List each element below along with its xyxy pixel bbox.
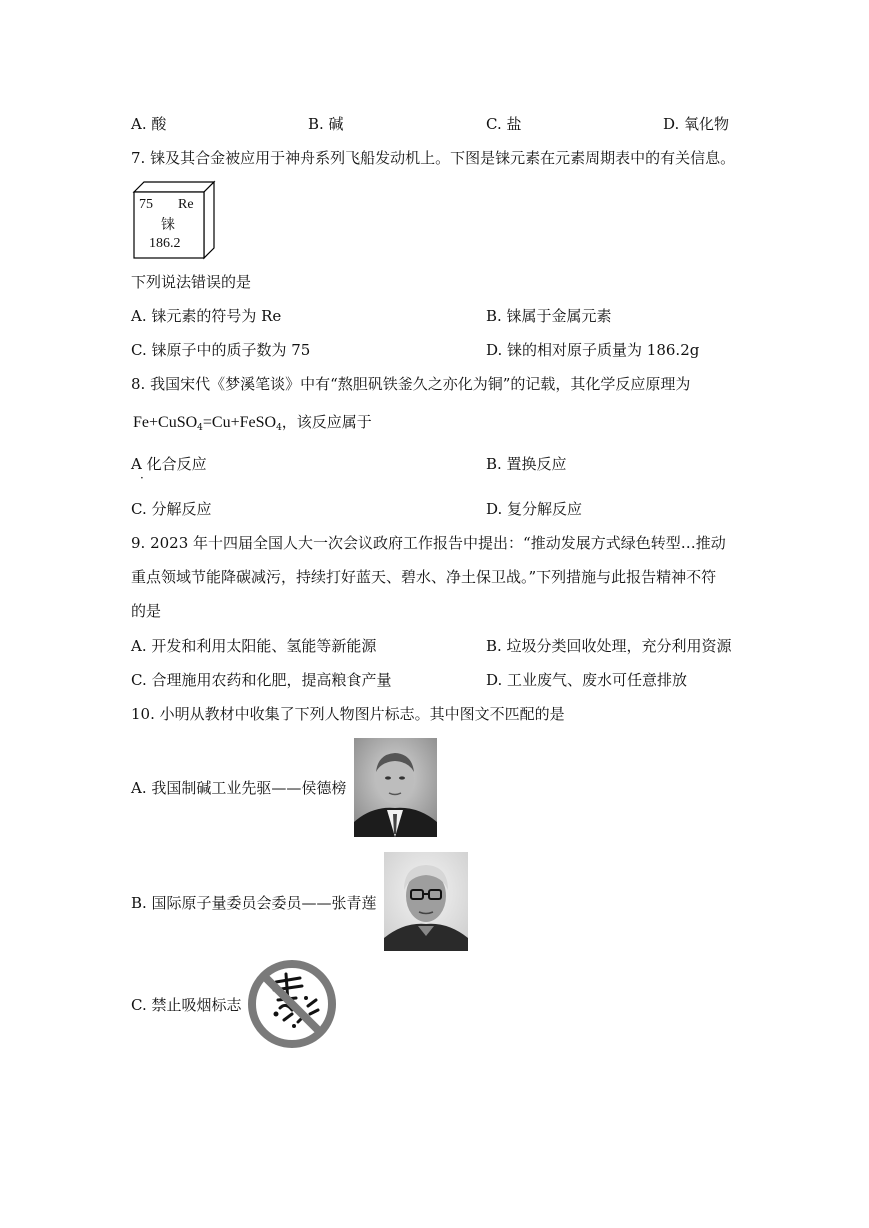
q9-option-d: D. 工业废气、废水可任意排放 xyxy=(486,671,688,689)
q7-option-d: D. 铼的相对原子质量为 186.2g xyxy=(486,341,700,359)
q9-line-3: 的是 xyxy=(131,602,162,620)
q7-option-a: A. 铼元素的符号为 Re xyxy=(131,307,282,325)
formula-sub-1: 4 xyxy=(197,423,203,433)
q9-option-c: C. 合理施用农药和化肥，提高粮食产量 xyxy=(131,671,392,689)
q8-option-a-dot: · xyxy=(140,471,144,485)
q8-option-b: B. 置换反应 xyxy=(486,455,567,473)
element-atomic-number: 75 xyxy=(139,197,153,212)
formula-part-1: Fe+CuSO xyxy=(133,414,198,431)
formula-part-2: =Cu+FeSO xyxy=(202,414,277,431)
formula-tail: ，该反应属于 xyxy=(281,413,372,431)
q10-option-b: B. 国际原子量委员会委员——张青莲 xyxy=(131,894,377,912)
q7-stem: 7. 铼及其合金被应用于神舟系列飞船发动机上。下图是铼元素在元素周期表中的有关信息。 xyxy=(131,149,736,167)
q7-option-b: B. 铼属于金属元素 xyxy=(486,307,612,325)
q9-line-1: 9. 2023 年十四届全国人大一次会议政府工作报告中提出：“推动发展方式绿色转型…推动 xyxy=(131,534,726,552)
q8-option-c: C. 分解反应 xyxy=(131,500,212,518)
q10-option-a: A. 我国制碱工业先驱——侯德榜 xyxy=(131,779,347,797)
element-symbol: Re xyxy=(178,197,194,212)
portrait-hou-debang xyxy=(354,738,437,837)
q7-option-c: C. 铼原子中的质子数为 75 xyxy=(131,341,311,359)
q6-option-d: D. 氧化物 xyxy=(663,115,730,133)
q6-option-b: B. 碱 xyxy=(308,115,344,133)
q8-formula xyxy=(133,411,372,433)
q10-stem: 10. 小明从教材中收集了下列人物图片标志。其中图文不匹配的是 xyxy=(131,705,565,723)
q8-option-d: D. 复分解反应 xyxy=(486,500,583,518)
q10-option-c: C. 禁止吸烟标志 xyxy=(131,996,242,1014)
q9-option-a: A. 开发和利用太阳能、氢能等新能源 xyxy=(131,637,377,655)
q6-option-a: A. 酸 xyxy=(131,115,167,133)
q8-option-a: A 化合反应 xyxy=(131,455,207,473)
q8-stem: 8. 我国宋代《梦溪笔谈》中有“熬胆矾铁釜久之亦化为铜”的记载，其化学反应原理为 xyxy=(131,375,691,393)
no-smoking-sign-icon xyxy=(246,958,338,1050)
element-atomic-mass: 186.2 xyxy=(149,236,181,251)
q9-option-b: B. 垃圾分类回收处理，充分利用资源 xyxy=(486,637,732,655)
formula-sub-2: 4 xyxy=(276,423,282,433)
q9-line-2: 重点领域节能降碳减污，持续打好蓝天、碧水、净土保卫战。”下列措施与此报告精神不符 xyxy=(131,568,717,586)
q6-option-c: C. 盐 xyxy=(486,115,522,133)
q7-prompt: 下列说法错误的是 xyxy=(131,273,252,291)
portrait-zhang-qinglian xyxy=(384,852,468,951)
element-name: 铼 xyxy=(161,217,175,233)
